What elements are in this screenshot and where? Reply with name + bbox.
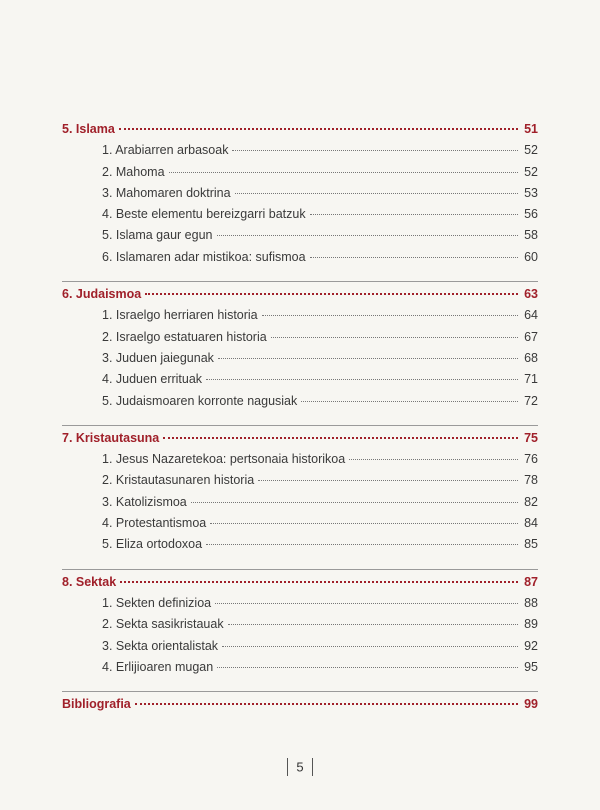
section-divider xyxy=(62,691,538,692)
dot-leader xyxy=(145,293,518,295)
chapter-page: 99 xyxy=(524,697,538,712)
entry-page: 92 xyxy=(524,638,538,653)
dot-leader xyxy=(120,581,518,583)
dot-leader xyxy=(301,401,518,402)
chapter-title: 7. Kristautasuna xyxy=(62,430,160,445)
entry-page: 71 xyxy=(524,372,538,387)
entry-page: 67 xyxy=(524,329,538,344)
dot-leader xyxy=(258,480,518,481)
section-divider xyxy=(62,281,538,282)
toc-entry-row[interactable] xyxy=(62,351,538,372)
toc-section-kristautasuna xyxy=(62,431,538,559)
entry-page: 78 xyxy=(524,473,538,488)
toc-section-judaismoa xyxy=(62,287,538,415)
entry-title: 4. Juduen errituak xyxy=(102,372,203,387)
dot-leader xyxy=(235,193,518,194)
dot-leader xyxy=(222,646,518,647)
entry-title: 1. Jesus Nazaretekoa: pertsonaia historikoa xyxy=(102,452,346,467)
chapter-title: 6. Judaismoa xyxy=(62,287,142,302)
entry-page: 89 xyxy=(524,617,538,632)
dot-leader xyxy=(228,624,518,625)
entry-title: 4. Beste elementu bereizgarri batzuk xyxy=(102,207,306,222)
chapter-page: 75 xyxy=(524,430,538,445)
dot-leader xyxy=(218,358,518,359)
entry-page: 58 xyxy=(524,228,538,243)
page-number-footer xyxy=(0,758,600,776)
dot-leader xyxy=(217,667,518,668)
section-divider xyxy=(62,425,538,426)
dot-leader xyxy=(271,337,518,338)
dot-leader xyxy=(310,214,518,215)
entry-page: 52 xyxy=(524,164,538,179)
chapter-title: Bibliografia xyxy=(62,697,131,712)
entry-title: 4. Erlijioaren mugan xyxy=(102,659,214,674)
dot-leader xyxy=(310,257,518,258)
dot-leader xyxy=(215,603,518,604)
dot-leader xyxy=(210,523,518,524)
entry-page: 95 xyxy=(524,659,538,674)
toc-entry-row[interactable] xyxy=(62,516,538,537)
dot-leader xyxy=(262,315,518,316)
entry-title: 3. Mahomaren doktrina xyxy=(102,185,231,200)
dot-leader xyxy=(191,502,518,503)
entry-title: 1. Arabiarren arbasoak xyxy=(102,143,229,158)
dot-leader xyxy=(217,235,519,236)
page-number: 5 xyxy=(296,759,304,775)
entry-page: 52 xyxy=(524,143,538,158)
entry-title: 3. Sekta orientalistak xyxy=(102,638,219,653)
toc-entry-row[interactable] xyxy=(62,165,538,186)
toc-entry-row[interactable] xyxy=(62,596,538,617)
entry-title: 2. Kristautasunaren historia xyxy=(102,473,255,488)
entry-page: 76 xyxy=(524,452,538,467)
entry-title: 5. Judaismoaren korronte nagusiak xyxy=(102,393,298,408)
entry-page: 88 xyxy=(524,595,538,610)
toc-entry-row[interactable] xyxy=(62,207,538,228)
toc-entry-row[interactable] xyxy=(62,452,538,473)
toc-entry-row[interactable] xyxy=(62,250,538,271)
entry-title: 6. Islamaren adar mistikoa: sufismoa xyxy=(102,249,306,264)
toc-entry-row[interactable] xyxy=(62,660,538,681)
toc-chapter-row[interactable] xyxy=(62,575,538,596)
entry-title: 1. Israelgo herriaren historia xyxy=(102,308,258,323)
entry-page: 56 xyxy=(524,207,538,222)
dot-leader xyxy=(206,544,518,545)
toc-entry-row[interactable] xyxy=(62,639,538,660)
dot-leader xyxy=(119,128,518,130)
section-divider xyxy=(62,569,538,570)
chapter-page: 87 xyxy=(524,574,538,589)
dot-leader xyxy=(135,703,518,705)
toc-entry-row[interactable] xyxy=(62,473,538,494)
chapter-title: 8. Sektak xyxy=(62,574,117,589)
dot-leader xyxy=(349,459,518,460)
toc-entry-row[interactable] xyxy=(62,394,538,415)
toc-chapter-row[interactable] xyxy=(62,697,538,718)
entry-title: 5. Islama gaur egun xyxy=(102,228,213,243)
dot-leader xyxy=(206,379,518,380)
entry-page: 53 xyxy=(524,185,538,200)
toc-section-sektak xyxy=(62,575,538,681)
entry-page: 60 xyxy=(524,249,538,264)
entry-title: 3. Katolizismoa xyxy=(102,494,187,509)
toc-entry-row[interactable] xyxy=(62,495,538,516)
toc-entry-row[interactable] xyxy=(62,330,538,351)
entry-title: 2. Israelgo estatuaren historia xyxy=(102,329,267,344)
page-number-bar-right xyxy=(312,758,313,776)
entry-title: 4. Protestantismoa xyxy=(102,516,207,531)
chapter-title: 5. Islama xyxy=(62,122,115,136)
chapter-page: 51 xyxy=(524,122,538,136)
entry-page: 84 xyxy=(524,516,538,531)
entry-title: 2. Sekta sasikristauak xyxy=(102,617,224,632)
toc-entry-row[interactable] xyxy=(62,372,538,393)
toc-entry-row[interactable] xyxy=(62,308,538,329)
toc-chapter-row[interactable] xyxy=(62,431,538,452)
entry-page: 68 xyxy=(524,350,538,365)
entry-page: 64 xyxy=(524,308,538,323)
dot-leader xyxy=(169,172,518,173)
toc-section-bibliografia xyxy=(62,697,538,718)
entry-title: 3. Juduen jaiegunak xyxy=(102,350,214,365)
entry-title: 2. Mahoma xyxy=(102,164,165,179)
table-of-contents xyxy=(62,122,538,728)
toc-entry-row[interactable] xyxy=(62,143,538,164)
toc-section-islama xyxy=(62,122,538,271)
toc-entry-row[interactable] xyxy=(62,186,538,207)
page-number-bar-left xyxy=(287,758,288,776)
toc-chapter-row[interactable] xyxy=(62,122,538,143)
dot-leader xyxy=(163,437,518,439)
entry-page: 85 xyxy=(524,537,538,552)
dot-leader xyxy=(232,150,518,151)
chapter-page: 63 xyxy=(524,287,538,302)
entry-page: 72 xyxy=(524,393,538,408)
toc-entry-row[interactable] xyxy=(62,617,538,638)
entry-page: 82 xyxy=(524,494,538,509)
toc-entry-row[interactable] xyxy=(62,537,538,558)
entry-title: 5. Eliza ortodoxoa xyxy=(102,537,203,552)
toc-chapter-row[interactable] xyxy=(62,287,538,308)
toc-entry-row[interactable] xyxy=(62,228,538,249)
entry-title: 1. Sekten definizioa xyxy=(102,595,212,610)
